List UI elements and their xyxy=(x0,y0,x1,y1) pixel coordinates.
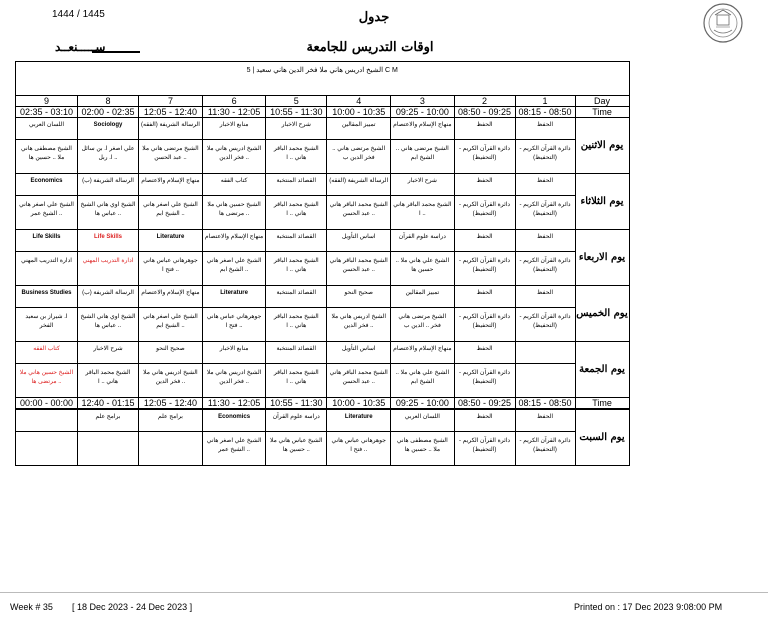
teacher-name: الشيخ ادريس هاني ملا .. فخر الدين xyxy=(206,370,262,385)
saturday-time-slot-cell: 10:00 - 10:35 xyxy=(327,398,391,410)
teacher-name: الشيخ محمد الباقر هاني .. عبد الحسن xyxy=(329,370,388,385)
class-slot xyxy=(454,409,515,465)
class-slot xyxy=(202,286,265,342)
subject-name: الحفظ xyxy=(455,174,515,196)
section-title: الشيخ ادريس هاني ملا فخر الدين هاني سعيد | 5 C M xyxy=(16,62,630,96)
class-slot xyxy=(202,174,265,230)
subject-name: تمييز المقالين xyxy=(327,118,390,140)
teacher-name: الشيخ محمد الباقر هاني .. ا xyxy=(273,370,319,385)
teacher-name: ادارة التدريب المهني xyxy=(82,258,134,264)
printed-on: Printed on : 17 Dec 2023 9:08:00 PM xyxy=(574,602,723,612)
saturday-time-slot-cell: Time xyxy=(575,398,629,410)
class-slot xyxy=(266,174,327,230)
subject-name: الحفظ xyxy=(455,342,515,364)
subject-name: الحفظ xyxy=(455,410,515,432)
subject-name: Business Studies xyxy=(16,286,77,308)
class-slot xyxy=(16,409,78,465)
time-slot-cell: 02:35 - 03:10 xyxy=(16,107,78,118)
teacher-name: الشيخ علي هاني ملا .. الشيخ ابم xyxy=(395,370,450,385)
subject-name: الحفظ xyxy=(455,230,515,252)
teacher-name: الشيخ محمد الباقر هاني .. ا xyxy=(273,202,319,217)
class-slot xyxy=(266,230,327,286)
class-slot xyxy=(202,409,265,465)
teacher-name: الشيخ مرتضى هاني .. فخر الدين ب xyxy=(332,146,386,161)
subject-name: Literature xyxy=(203,286,265,308)
teacher-name: دائرة القرآن الكريم - (التحفيظ) xyxy=(519,258,571,273)
teacher-name: الشيخ علي اصغر هاني .. الشيخ ابم xyxy=(143,202,198,217)
subject-name: دراسة علوم القرآن xyxy=(391,230,453,252)
subject-name: برامج علم xyxy=(78,410,138,432)
class-slot xyxy=(391,230,454,286)
teacher-name: دائرة القرآن الكريم - (التحفيظ) xyxy=(458,370,511,385)
class-slot xyxy=(78,409,139,465)
class-slot xyxy=(454,286,515,342)
class-slot xyxy=(266,409,327,465)
saturday-time-slot-cell: 00:00 - 00:00 xyxy=(16,398,78,410)
teacher-name: جوهرهاني عباس هاني .. فتح ا xyxy=(143,258,198,273)
week-number: Week # 35 xyxy=(10,602,53,612)
subject-name: صحيح النحو xyxy=(139,342,202,364)
signature-line xyxy=(92,51,140,53)
subject-name: اساس التأويل xyxy=(327,342,390,364)
saturday-time-slot-cell: 09:25 - 10:00 xyxy=(391,398,454,410)
teacher-name: الشيخ حسين هاني ملا .. مرتضى ها xyxy=(207,202,261,217)
subject-name: الحفظ xyxy=(516,286,575,308)
saturday-time-slot-cell: 12:40 - 01:15 xyxy=(78,398,139,410)
class-slot xyxy=(391,342,454,398)
subject-name: اساس التأويل xyxy=(327,230,390,252)
subject-name: الرسالة الشريفة (الفقه) xyxy=(327,174,390,196)
class-slot xyxy=(16,230,78,286)
subject-name: الحفظ xyxy=(516,410,575,432)
teacher-name: دائرة القرآن الكريم - (التحفيظ) xyxy=(458,438,511,453)
teacher-name: ا. شيراز بن سعيد الفخر xyxy=(25,314,68,329)
class-slot xyxy=(139,342,203,398)
subject-name: منهاج الإسلام والاعتصام xyxy=(391,118,453,140)
teacher-name xyxy=(139,432,202,437)
class-slot xyxy=(327,230,391,286)
time-slot-cell: 09:25 - 10:00 xyxy=(391,107,454,118)
subject-name: الرسالة الشريفة (ب) xyxy=(78,174,138,196)
class-slot xyxy=(78,230,139,286)
column-number-cell: 6 xyxy=(202,96,265,107)
subject-name: منابع الاخبار xyxy=(203,342,265,364)
teacher-name: الشيخ علي هاني ملا .. حسين ها xyxy=(395,258,450,273)
subject-name: اللسان العربي xyxy=(16,118,77,140)
week-range: [ 18 Dec 2023 - 24 Dec 2023 ] xyxy=(72,602,193,612)
subject-name: الرسالة الشريفة (الفقه) xyxy=(139,118,202,140)
day-label: يوم الثلاثاء xyxy=(575,174,629,230)
class-slot xyxy=(515,118,575,174)
subject-name: Literature xyxy=(327,410,390,432)
teacher-name: الشيخ مرتضى هاني .. الشيخ ابم xyxy=(395,146,449,161)
teacher-name: الشيخ محمد الباقر هاني .. ا xyxy=(273,258,319,273)
teacher-name: ادارة التدريب المهني xyxy=(21,258,72,264)
subject-name: الحفظ xyxy=(516,118,575,140)
teacher-name: دائرة القرآن الكريم - (التحفيظ) xyxy=(458,146,511,161)
column-number-cell: 4 xyxy=(327,96,391,107)
time-slot-cell: 11:30 - 12:05 xyxy=(202,107,265,118)
day-label: يوم الجمعة xyxy=(575,342,629,398)
subject-name xyxy=(516,342,575,364)
class-slot xyxy=(16,286,78,342)
class-slot xyxy=(391,118,454,174)
teacher-name: دائرة القرآن الكريم - (التحفيظ) xyxy=(458,258,511,273)
subject-name: منهاج الإسلام والاعتصام xyxy=(139,174,202,196)
teacher-name: الشيخ ادريس هاني ملا .. فخر الدين xyxy=(206,146,262,161)
time-slot-cell: 10:55 - 11:30 xyxy=(266,107,327,118)
class-slot xyxy=(266,118,327,174)
class-slot xyxy=(454,118,515,174)
class-slot xyxy=(139,409,203,465)
class-slot xyxy=(327,118,391,174)
time-slot-cell: 08:50 - 09:25 xyxy=(454,107,515,118)
teacher-name: الشيخ عباس هاني ملا .. حسين ها xyxy=(269,438,323,453)
time-slot-cell: Time xyxy=(575,107,629,118)
subject-name: القصائد المنتخبة xyxy=(266,174,326,196)
teacher-name: الشيخ محمد الباقر هاني .. ا xyxy=(273,146,319,161)
class-slot xyxy=(454,230,515,286)
subject-name: Economics xyxy=(203,410,265,432)
subject-name: شرح الاخبار xyxy=(78,342,138,364)
class-slot xyxy=(515,230,575,286)
teacher-name xyxy=(516,364,575,369)
page-title: جدول xyxy=(358,10,390,25)
subject-name: القصائد المنتخبة xyxy=(266,230,326,252)
class-slot xyxy=(454,174,515,230)
class-slot xyxy=(391,409,454,465)
day-label: يوم الاثنين xyxy=(575,118,629,174)
subject-name: منهاج الإسلام والاعتصام xyxy=(203,230,265,252)
class-slot xyxy=(139,174,203,230)
subject-name: Life Skills xyxy=(16,230,77,252)
class-slot xyxy=(16,342,78,398)
page-subtitle: اوقات التدريس للجامعة xyxy=(306,40,434,55)
teacher-name: جوهرهاني عباس هاني .. فتح ا xyxy=(206,314,262,329)
class-slot xyxy=(327,409,391,465)
subject-name: Sociology xyxy=(78,118,138,140)
saturday-time-slot-cell: 08:50 - 09:25 xyxy=(454,398,515,410)
class-slot xyxy=(266,342,327,398)
class-slot xyxy=(139,118,203,174)
teacher-name xyxy=(78,432,138,437)
subject-name: Literature xyxy=(139,230,202,252)
day-label: يوم الخميس xyxy=(575,286,629,342)
class-slot xyxy=(78,342,139,398)
teacher-name: الشيخ مصطفى هاني ملا .. حسين ها xyxy=(396,438,448,453)
teacher-name: الشيخ محمد الباقر هاني .. ا xyxy=(393,202,452,217)
column-number-cell: 8 xyxy=(78,96,139,107)
subject-name: Economics xyxy=(16,174,77,196)
class-slot xyxy=(78,174,139,230)
subject-name: القصائد المنتخبة xyxy=(266,342,326,364)
subject-name: دراسة علوم القرآن xyxy=(266,410,326,432)
teacher-name: الشيخ مرتضى هاني ملا .. عبد الحسن xyxy=(142,146,199,161)
class-slot xyxy=(515,174,575,230)
teacher-name: دائرة القرآن الكريم - (التحفيظ) xyxy=(519,314,571,329)
subject-name: شرح الاخبار xyxy=(391,174,453,196)
class-slot xyxy=(139,286,203,342)
subject-name: Life Skills xyxy=(78,230,138,252)
class-slot xyxy=(139,230,203,286)
subject-name: الحفظ xyxy=(516,230,575,252)
subject-name: الحفظ xyxy=(516,174,575,196)
column-number-cell: 7 xyxy=(139,96,203,107)
signature: ســـــنعــد xyxy=(55,40,106,54)
university-seal-icon xyxy=(702,2,744,44)
subject-name: الحفظ xyxy=(455,286,515,308)
teacher-name: الشيخ اوي هاني الشيخ .. عباس ها xyxy=(80,314,136,329)
teacher-name: دائرة القرآن الكريم - (التحفيظ) xyxy=(519,146,571,161)
class-slot xyxy=(515,286,575,342)
column-number-cell: Day xyxy=(575,96,629,107)
day-label: يوم السبت xyxy=(575,409,629,465)
class-slot xyxy=(202,118,265,174)
day-label: يوم الاربعاء xyxy=(575,230,629,286)
teacher-name xyxy=(16,432,77,437)
subject-name: صحيح النحو xyxy=(327,286,390,308)
column-number-cell: 1 xyxy=(515,96,575,107)
class-slot xyxy=(327,286,391,342)
timetable xyxy=(15,61,630,466)
saturday-time-slot-cell: 11:30 - 12:05 xyxy=(202,398,265,410)
subject-name xyxy=(16,410,77,432)
class-slot xyxy=(78,286,139,342)
teacher-name: دائرة القرآن الكريم - (التحفيظ) xyxy=(458,314,511,329)
subject-name: برامج علم xyxy=(139,410,202,432)
class-slot xyxy=(16,174,78,230)
teacher-name: الشيخ محمد الباقر هاني .. عبد الحسن xyxy=(329,258,388,273)
subject-name: القصائد المنتخبة xyxy=(266,286,326,308)
teacher-name: الشيخ محمد الباقر هاني .. عبد الحسن xyxy=(329,202,388,217)
class-slot xyxy=(391,286,454,342)
teacher-name: الشيخ اوي هاني الشيخ .. عباس ها xyxy=(80,202,136,217)
saturday-time-slot-cell: 08:15 - 08:50 xyxy=(515,398,575,410)
time-slot-cell: 10:00 - 10:35 xyxy=(327,107,391,118)
teacher-name: الشيخ محمد الباقر هاني .. ا xyxy=(85,370,131,385)
teacher-name: جوهرهاني عباس هاني .. فتح ا xyxy=(331,438,386,453)
column-number-cell: 9 xyxy=(16,96,78,107)
subject-name: الرسالة الشريفة (ب) xyxy=(78,286,138,308)
column-number-cell: 2 xyxy=(454,96,515,107)
teacher-name: دائرة القرآن الكريم - (التحفيظ) xyxy=(458,202,511,217)
class-slot xyxy=(202,230,265,286)
teacher-name: الشيخ ادريس هاني ملا .. فخر الدين xyxy=(331,314,386,329)
time-slot-cell: 12:05 - 12:40 xyxy=(139,107,203,118)
class-slot xyxy=(78,118,139,174)
class-slot xyxy=(515,409,575,465)
saturday-time-slot-cell: 10:55 - 11:30 xyxy=(266,398,327,410)
footer-divider xyxy=(0,592,768,593)
teacher-name: دائرة القرآن الكريم - (التحفيظ) xyxy=(519,438,571,453)
subject-name: اللسان العربي xyxy=(391,410,453,432)
subject-name: كتاب الفقه xyxy=(203,174,265,196)
class-slot xyxy=(327,342,391,398)
teacher-name: الشيخ مرتضى هاني فخر .. الدين ب xyxy=(398,314,447,329)
class-slot xyxy=(454,342,515,398)
teacher-name: الشيخ علي اصغر هاني .. الشيخ ابم xyxy=(206,258,262,273)
subject-name: تمييز المقالين xyxy=(391,286,453,308)
teacher-name: الشيخ حسين هاني ملا .. مرتضى ها xyxy=(19,370,74,385)
class-slot xyxy=(202,342,265,398)
teacher-name: الشيخ محمد الباقر هاني .. ا xyxy=(273,314,319,329)
column-number-cell: 5 xyxy=(266,96,327,107)
time-slot-cell: 02:00 - 02:35 xyxy=(78,107,139,118)
subject-name: منابع الاخبار xyxy=(203,118,265,140)
subject-name: الحفظ xyxy=(455,118,515,140)
academic-year: 1444 / 1445 xyxy=(52,9,105,20)
class-slot xyxy=(266,286,327,342)
class-slot xyxy=(515,342,575,398)
teacher-name: علي اصغر ا. بن سائل .. ا. ربل xyxy=(81,146,135,161)
time-slot-cell: 08:15 - 08:50 xyxy=(515,107,575,118)
subject-name: منهاج الإسلام والاعتصام xyxy=(391,342,453,364)
teacher-name: الشيخ علي اصغر هاني .. الشيخ عمر xyxy=(19,202,74,217)
saturday-time-slot-cell: 12:05 - 12:40 xyxy=(139,398,203,410)
subject-name: شرح الاخبار xyxy=(266,118,326,140)
teacher-name: الشيخ علي اصغر هاني .. الشيخ ابم xyxy=(143,314,198,329)
subject-name: منهاج الإسلام والاعتصام xyxy=(139,286,202,308)
teacher-name: الشيخ ادريس هاني ملا .. فخر الدين xyxy=(143,370,198,385)
class-slot xyxy=(327,174,391,230)
teacher-name: الشيخ علي اصغر هاني .. الشيخ عمر xyxy=(206,438,262,453)
subject-name: كتاب الفقه xyxy=(16,342,77,364)
column-number-cell: 3 xyxy=(391,96,454,107)
class-slot xyxy=(16,118,78,174)
teacher-name: دائرة القرآن الكريم - (التحفيظ) xyxy=(519,202,571,217)
teacher-name: الشيخ مصطفى هاني ملا .. حسين ها xyxy=(21,146,72,161)
class-slot xyxy=(391,174,454,230)
